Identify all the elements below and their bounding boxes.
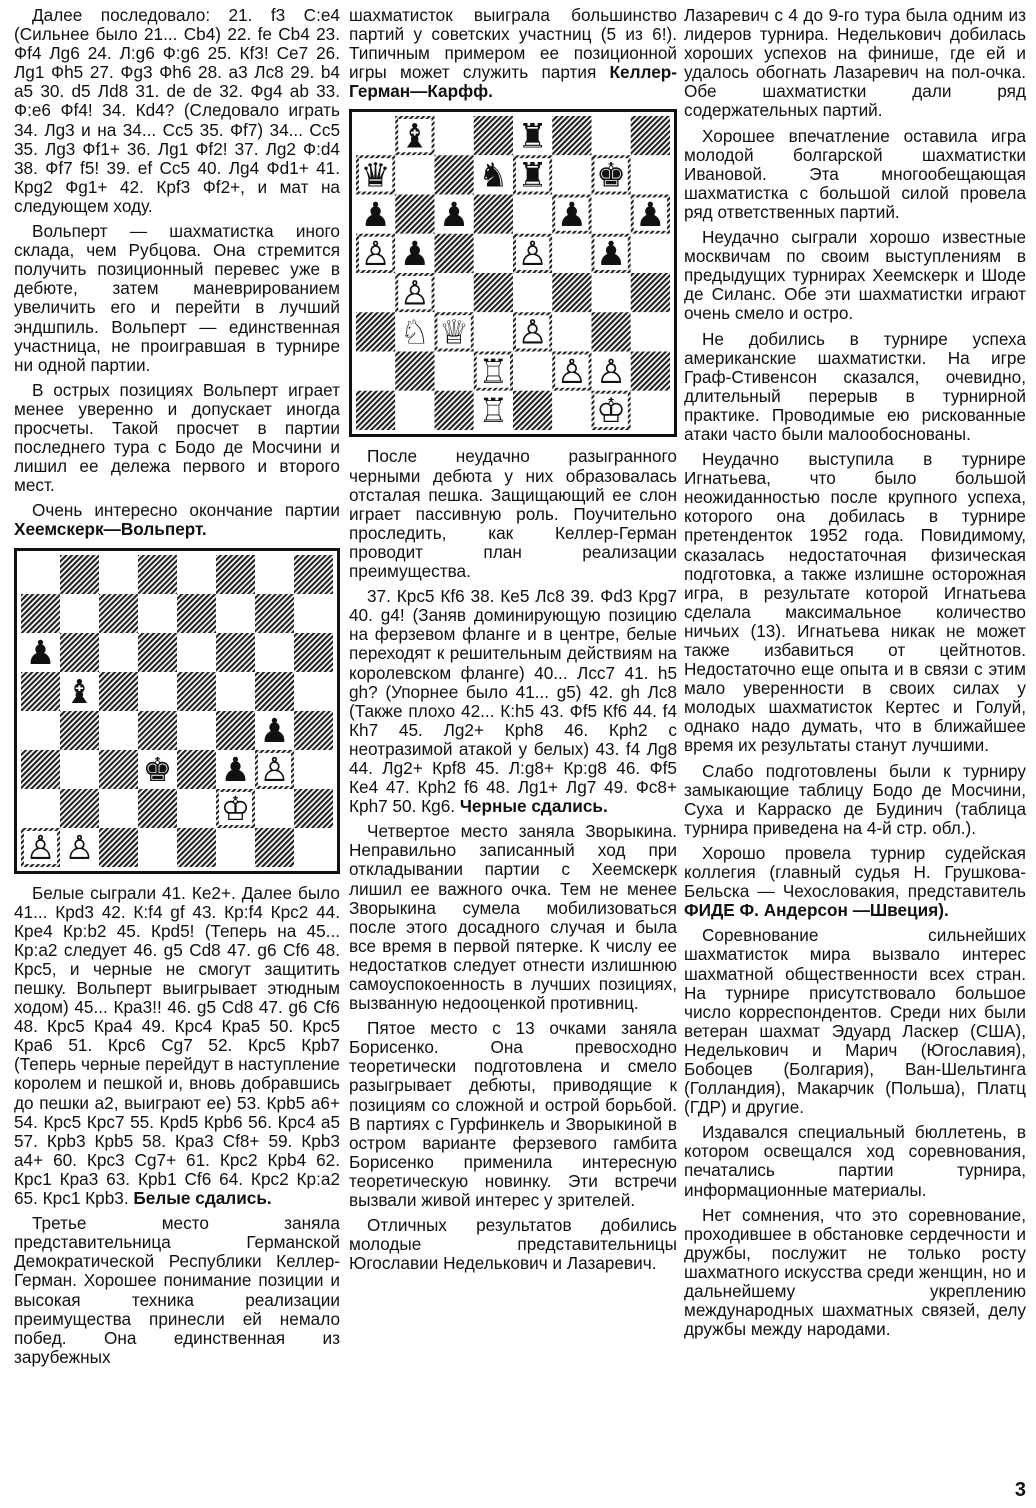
white-rook-icon: ♖ [478,391,509,431]
white-pawn-icon: ♙ [399,273,430,313]
column-right [684,6,1026,1345]
dark-square [592,313,631,352]
dark-square [631,352,670,391]
dark-square [138,555,177,594]
dark-square [294,633,333,672]
light-square [138,672,177,711]
dark-square [395,195,434,234]
chessboard [21,555,333,867]
result: Белые сдались. [133,1188,272,1209]
light-square [21,789,60,828]
dark-square [474,273,513,312]
dark-square [474,195,513,234]
light-square [395,391,434,430]
paragraph [14,884,340,1209]
dark-square [631,116,670,155]
paragraph: Не добились в турнире успеха американские шахматистки. На игре Граф-Стивенсон сказался, очевидно, длительный перерыв в турнирной практике. Проводимые ею рискованные атаки часто были малообоснованы. [684,328,1026,444]
dark-square [21,750,60,789]
light-square [552,234,591,273]
light-square [216,594,255,633]
black-pawn-icon: ♟ [439,195,470,235]
light-square [631,234,670,273]
light-square [99,711,138,750]
light-square [631,391,670,430]
light-square [592,273,631,312]
white-pawn-icon: ♙ [517,313,548,353]
light-square [255,789,294,828]
light-square [435,116,474,155]
light-square [552,391,591,430]
dark-square [552,273,591,312]
dark-square [356,313,395,352]
paragraph: Соревнование сильнейших шахматисток мира вызвало интерес шахматной общественности всех стран. На турнире присутствовало большое число корреспондентов. Среди них были ветеран шахмат Эдуард Ласкер (США), Неделькович и Марич (Югославия), Бобоцев (Болгария), Ван-Шельтинга (Голландия), Макарчик (Польша), Платц (ГДР) и другие. [684,925,1026,1118]
dark-square [177,594,216,633]
light-square [177,633,216,672]
black-pawn-icon: ♟ [360,195,391,235]
dark-square [99,672,138,711]
paragraph: Неудачно сыграли хорошо известные москвичам по своим выступлениям в предыдущих турнирах Хеемскерк и Шоде де Силанс. Обе эти шахматистки играют очень смело и остро. [684,227,1026,324]
column-middle [349,6,677,1279]
game-title: Келлер-Герман—Карфф. [349,62,677,102]
white-king-icon: ♔ [596,391,627,431]
paragraph: Четвертое место заняла Зворыкина. Неправильно записанный ход при откладывании партии с Хеемскерк лишил ее важного очка. Тем не менее Зворыкина сумела мобилизоваться после этого досадного случая и была все время в первой пятерке. К числу ее недостатков следует отнести излишнюю самоуспокоенность в лучших позициях, вызванную недооценкой противниц. [349,821,677,1014]
paragraph: Издавался специальный бюллетень, в котором освещался ход соревнования, печатались партии турнира, информационные материалы. [684,1122,1026,1200]
light-square [631,313,670,352]
light-square [356,273,395,312]
white-pawn-icon: ♙ [517,234,548,274]
white-pawn-icon: ♙ [596,352,627,392]
black-pawn-icon: ♟ [220,749,251,789]
dark-square [138,633,177,672]
light-square [294,750,333,789]
light-square [21,555,60,594]
light-square [513,273,552,312]
light-square [138,594,177,633]
paragraph: Вольперт — шахматистка иного склада, чем Рубцова. Она стремится получить позиционный перевес уже в дебюте, затем маневрированием увеличить его и перейти в лучший эндшпиль. Вольперт — единственная участница, не проигравшая в турнире ни одной партии. [14,221,340,375]
dark-square [60,789,99,828]
dark-square [294,711,333,750]
white-pawn-icon: ♙ [360,234,391,274]
black-pawn-icon: ♟ [399,234,430,274]
light-square [177,711,216,750]
light-square [474,313,513,352]
dark-square [294,789,333,828]
chess-diagram-heemskerk-volpert [14,548,340,874]
dark-square [177,750,216,789]
dark-square [631,273,670,312]
light-square [294,828,333,867]
black-pawn-icon: ♟ [596,234,627,274]
light-square [294,672,333,711]
black-queen-icon: ♛ [360,156,391,196]
dark-square [99,828,138,867]
paragraph: В острых позициях Вольперт играет менее уверенно и допускает иногда просчеты. Такой просчет в партии последнего тура с Бодо де Мосчини и лишил ее дележа первого и второго мест. [14,379,340,496]
dark-square [356,391,395,430]
dark-square [99,750,138,789]
light-square [216,672,255,711]
text: 37. Крс5 Кf6 38. Ке5 Лс8 39. Фd3 Крg7 40. g4! (Заняв доминирующую позицию на ферзевом фланге и в центре, белые переходят к решительным действиям на королевском фланге) 40... Лсс7 41. h5 gh? (Упорнее было 41... g5) 42. gh Лс8 (Также плохо 42... К:h5 43. Фf5 Кf6 44. f4 Кh7 45. Лg2+ Крh8 46. Крh2 с неотразимой атакой у белых) 43. f4 Лg8 44. Лg2+ Крf8 45. Л:g8+ Кр:g8 46. Фf5 Ке4 47. Крh2 f6 48. Лg1+ Лg7 49. Фс8+ Крh7 50. Кg6. [349,586,677,817]
light-square [356,116,395,155]
light-square [216,828,255,867]
dark-square [21,594,60,633]
paragraph: Нет сомнения, что это соревнование, проходившее в обстановке сердечности и дружбы, послужит не только росту шахматного искусства среди женщин, но и дальнейшему укреплению международных шахматных связей, делу дружбы между народами. [684,1204,1026,1340]
paragraph [349,6,677,101]
black-pawn-icon: ♟ [25,632,56,672]
paragraph [684,844,1026,920]
light-square [99,633,138,672]
paragraph: Лазаревич с 4 до 9-го тура была одним из лидеров турнира. Неделькович добилась хороших успехов на финише, где ей и удалось обогнать Лазаревич на пол-очка. Обе шахматистки дали ряд содержательных партий. [684,5,1026,121]
text: шахматисток выиграла большинство партий у советских участниц (5 из 6!). Типичным примером ее позиционной игры может служить партия [349,5,677,83]
dark-square [177,672,216,711]
light-square [631,156,670,195]
light-square [177,789,216,828]
paragraph: Далее последовало: 21. f3 С:е4 (Сильнее было 21... Сb4) 22. fe Сb4 23. Фf4 Лg6 24. Л:g6 Ф:g6 25. Кf3! Се7 26. Лg1 Фh5 27. Фg3 Фh6 28. a3 Лс8 29. b4 a5 30. d5 Лd8 31. de de 32. Фg4 ab 33. Ф:е6 Фf4! 34. Кd4? (Следовало играть 34. Лg3 и на 34... Сс5 35. Фf7) 34... Сс5 35. Лg3 Фf1+ 36. Лg1 Фf2! 37. Лg2 Ф:d4 38. Фf7 f5! 39. ef Сс5 40. Лg4 Фd1+ 41. Крg2 Фg1+ 42. Крf3 Фf2+, и мат на следующем ходу. [14,5,340,216]
dark-square [60,711,99,750]
light-square [356,352,395,391]
paragraph: После неудачно разыгранного черными дебюта у них образовалась отсталая пешка. Защищающий ее слон играет пассивную роль. Поучительно проследить, как Келлер-Герман проводит план реализации преимущества. [349,446,677,582]
dark-square [255,594,294,633]
white-queen-icon: ♕ [439,313,470,353]
light-square [474,234,513,273]
paragraph: Отличных результатов добились молодые представительницы Югославии Неделькович и Лазаревич. [349,1215,677,1274]
page-number: 3 [1014,1479,1026,1501]
light-square [552,313,591,352]
black-pawn-icon: ♟ [556,195,587,235]
light-square [592,195,631,234]
dark-square [177,828,216,867]
light-square [592,116,631,155]
white-pawn-icon: ♙ [25,827,56,867]
text: Хорошо провела турнир судейская коллегия (главный судья Н. Грушкова-Бельска — Чехословакия, представитель [684,842,1026,902]
light-square [60,750,99,789]
text: Очень интересно окончание партии [32,500,340,521]
dark-square [21,672,60,711]
white-pawn-icon: ♙ [556,352,587,392]
light-square [138,828,177,867]
light-square [60,594,99,633]
text: Белые сыграли 41. Ке2+. Далее было 41... Крd3 42. К:f4 gf 43. Кр:f4 Крс2 44. Кре4 Кр:b2 45. Крd5! (Теперь на 45... Кр:а2 следует 46. g5 Сd8 47. g6 Сf6 48. Крс5, и черные не смогут защитить пешку. Вольперт выигрывает этюдным ходом) 45... Кра3!! 46. g5 Сd8 47. g6 Сf6 48. Крс5 Кра4 49. Крс4 Кра5 50. Крс5 Кра6 51. Крс6 Сg7 52. Крс5 Крb7 (Теперь черные перейдут в наступление королем и пешкой и, вновь добравшись до пешки а2, выиграют ее) 53. Крb5 а6+ 54. Крс5 Крс7 55. Крd5 Крb6 56. Крс4 а5 57. Крb3 Крb5 58. Кра3 Сf8+ 59. Крb3 а4+ 60. Крс3 Сg7+ 61. Крс2 Крb4 62. Крс1 Кра3 63. Крb1 Сf6 64. Крс2 Кр:а2 65. Крс1 Крb3. [14,882,340,1209]
light-square [255,555,294,594]
paragraph: Неудачно выступила в турнире Игнатьева, что было большой неожиданностью после крупного успеха, которого она добилась в турнире претенденток 1952 года. Повидимому, сказалась недостаточная физическая подготовка, а также излишне осторожная игра, в результате которой Игнатьева сделала максимальное количество ничьих (13). Игнатьева никак не может также избавиться от цейтнотов. Недостаточно еще опыта и в связи с этим мало уверенности в своих силах у молодых шахматисток Кертес и Голуй, однако надо думать, что в ближайшее время их результаты станут лучшими. [684,449,1026,756]
dark-square [513,391,552,430]
dark-square [255,672,294,711]
white-knight-icon: ♘ [399,313,430,353]
result: Черные сдались. [459,796,608,817]
dark-square [435,391,474,430]
dark-square [552,116,591,155]
light-square [435,273,474,312]
dark-square [138,789,177,828]
dark-square [216,633,255,672]
paragraph [349,587,677,816]
black-knight-icon: ♞ [478,156,509,196]
game-title: Хеемскерк—Вольперт. [14,519,207,540]
black-king-icon: ♚ [596,156,627,196]
black-king-icon: ♚ [142,749,173,789]
light-square [435,352,474,391]
black-pawn-icon: ♟ [259,710,290,750]
black-bishop-icon: ♝ [64,671,95,711]
light-square [552,156,591,195]
black-rook-icon: ♜ [517,156,548,196]
light-square [255,633,294,672]
chessboard [356,116,670,430]
dark-square [138,711,177,750]
paragraph [14,501,340,539]
dark-square [255,828,294,867]
light-square [513,195,552,234]
dark-square [435,156,474,195]
dark-square [216,555,255,594]
black-pawn-icon: ♟ [635,195,666,235]
white-pawn-icon: ♙ [259,749,290,789]
paragraph: Слабо подготовлены были к турниру замыкающие таблицу Бодо де Мосчини, Суха и Карраско де Будинич (таблица турнира приведена на 4-й стр. обл.). [684,760,1026,838]
paragraph: Пятое место с 13 очками заняла Борисенко. Она превосходно теоретически подготовлена и смело разыгрывает дебюты, приводящие к позициям со сложной и острой борьбой. В партиях с Гурфинкель и Зворыкиной в остром варианте ферзевого гамбита Борисенко применила интересную теоретическую новинку. Эти встречи вызвали живой интерес у зрителей. [349,1018,677,1211]
dark-square [60,633,99,672]
dark-square [60,555,99,594]
light-square [177,555,216,594]
dark-square [474,116,513,155]
paragraph: Хорошее впечатление оставила игра молодой болгарской шахматистки Ивановой. Эта многообещающая шахматистка с большой силой провела ряд ответственных партий. [684,125,1026,222]
dark-square [99,594,138,633]
white-pawn-icon: ♙ [64,827,95,867]
light-square [294,594,333,633]
bold-text: ФИДЕ Ф. Андерсон —Швеция). [684,900,949,921]
light-square [99,555,138,594]
dark-square [435,234,474,273]
white-rook-icon: ♖ [478,352,509,392]
black-bishop-icon: ♝ [399,116,430,156]
light-square [21,711,60,750]
dark-square [216,711,255,750]
dark-square [395,352,434,391]
chess-diagram-keller-karff [349,109,677,437]
white-king-icon: ♔ [220,788,251,828]
black-rook-icon: ♜ [517,116,548,156]
dark-square [294,555,333,594]
paragraph: Третье место заняла представительница Германской Демократической Республики Келлер-Герман. Хорошее понимание позиции и высокая техника реализации преимущества принесли ей немало побед. Она единственная из зарубежных [14,1213,340,1367]
light-square [513,352,552,391]
column-left [14,6,340,1373]
light-square [395,156,434,195]
light-square [99,789,138,828]
